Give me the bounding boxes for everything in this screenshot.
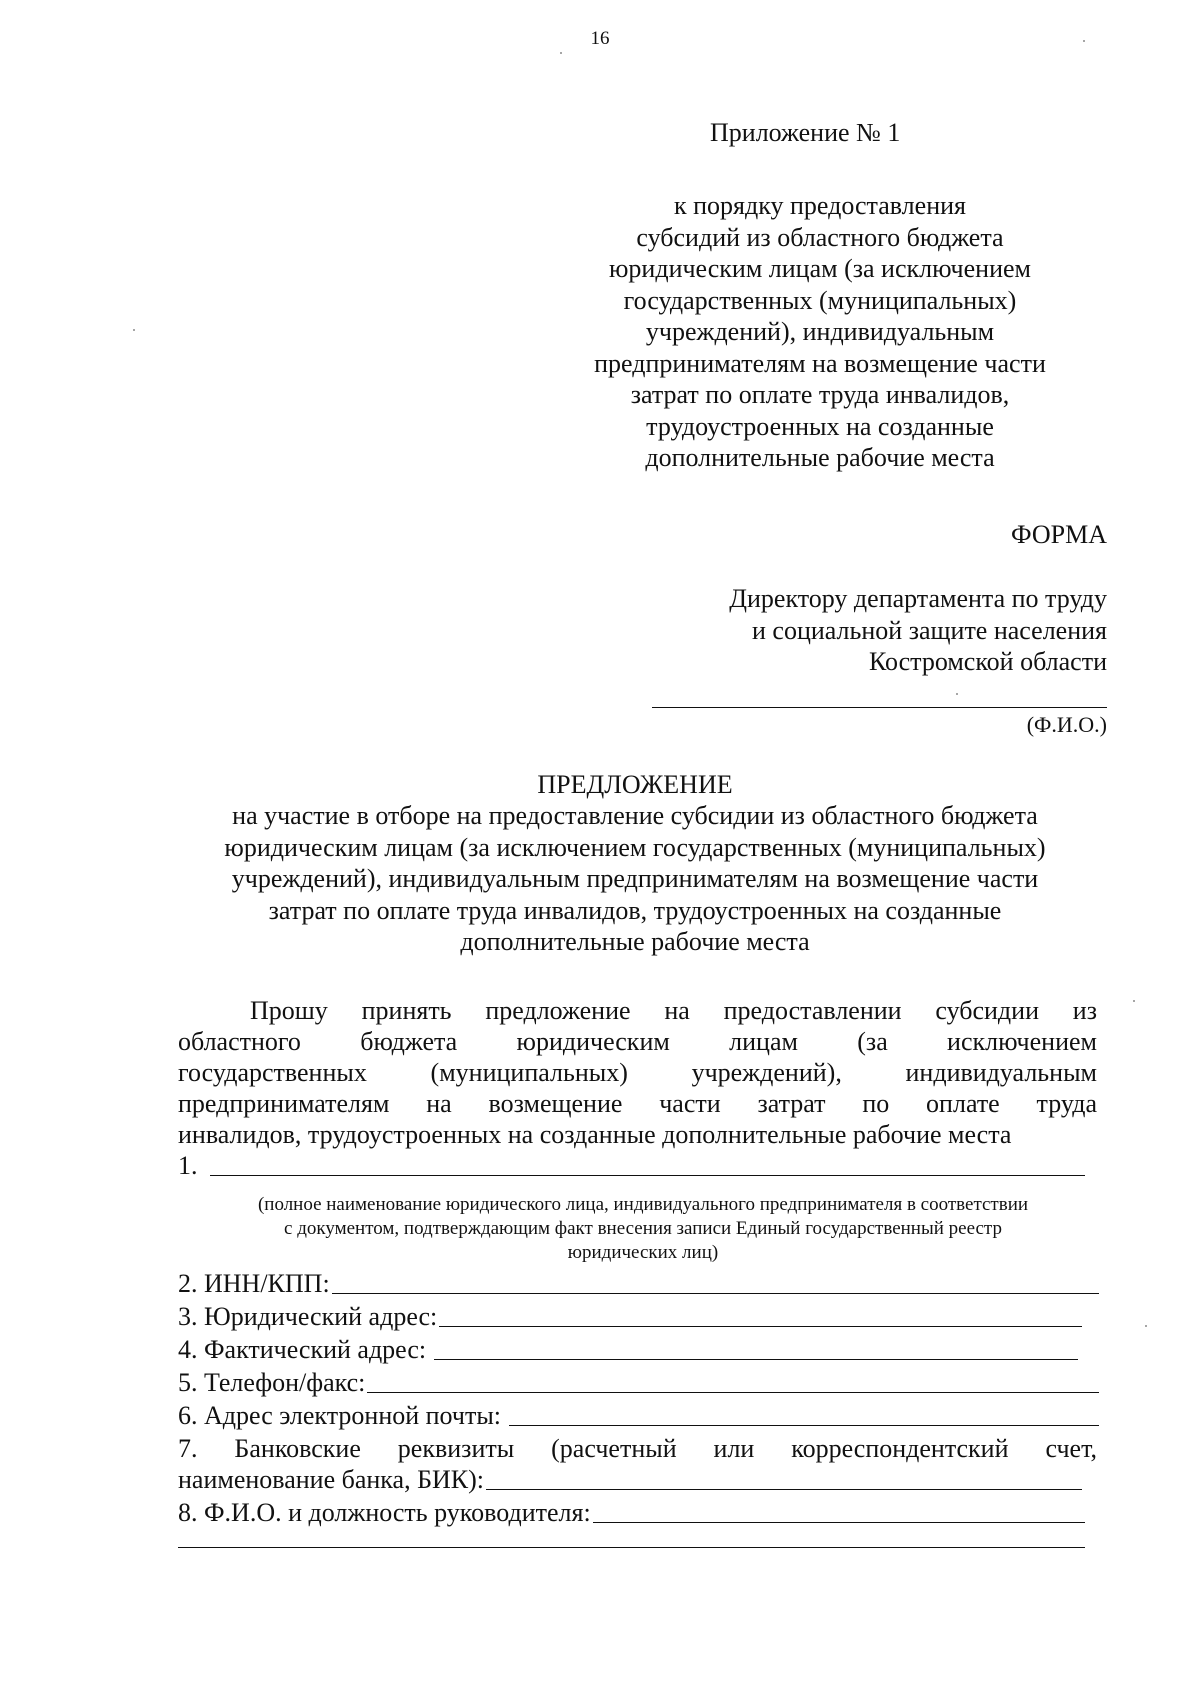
field-label: 4. Фактический адрес: <box>178 1335 427 1364</box>
form-label: ФОРМА <box>1011 520 1107 549</box>
field-3-legal-address <box>178 1301 1082 1332</box>
basis-line: государственных (муниципальных) <box>623 285 1017 315</box>
field-8-head-name-position <box>178 1497 1085 1528</box>
field-label: 2. ИНН/КПП: <box>178 1269 330 1298</box>
basis-line: субсидий из областного бюджета <box>636 222 1004 252</box>
field-label: 3. Юридический адрес: <box>178 1302 438 1331</box>
paragraph-line: предпринимателям на возмещение части затрат по оплате труда <box>178 1089 1097 1118</box>
field-6-email <box>178 1400 1099 1431</box>
scan-speck <box>1083 40 1085 42</box>
field-2-input-line[interactable] <box>332 1293 1099 1294</box>
field-label: наименование банка, БИК): <box>178 1465 485 1494</box>
field-2-inn-kpp <box>178 1268 1099 1299</box>
field-label: 1. <box>178 1151 198 1180</box>
addressee-line: Директору департамента по труду <box>729 584 1107 613</box>
appendix-basis <box>540 190 1100 474</box>
field-3-input-line[interactable] <box>439 1326 1082 1327</box>
basis-line: затрат по оплате труда инвалидов, <box>630 380 1010 409</box>
subtitle-line: учреждений), индивидуальным предпринимателям на возмещение части <box>231 864 1039 893</box>
field-6-input-line[interactable] <box>509 1425 1099 1426</box>
field-8-continuation-line[interactable] <box>178 1547 1085 1548</box>
addressee-line: и социальной защите населения <box>751 615 1107 645</box>
appendix-label: Приложение № 1 <box>710 118 901 147</box>
field-8-input-line[interactable] <box>593 1522 1085 1523</box>
field-1-input-line[interactable] <box>210 1175 1086 1176</box>
paragraph-line: государственных (муниципальных) учреждений), индивидуальным <box>178 1058 1097 1087</box>
hint-line: (полное наименование юридического лица, индивидуального предпринимателя в соответствии <box>257 1194 1029 1215</box>
basis-line: к порядку предоставления <box>674 191 966 220</box>
field-7-bank-details <box>178 1464 1082 1495</box>
field-4-input-line[interactable] <box>434 1359 1078 1360</box>
scan-speck <box>1133 1000 1135 1002</box>
scan-speck <box>956 693 958 695</box>
field-7-line-1: 7. Банковские реквизиты (расчетный или корреспондентский счет, <box>178 1434 1097 1463</box>
document-subtitle <box>160 800 1110 958</box>
field-4-actual-address <box>178 1334 1078 1365</box>
subtitle-line: юридическим лицам (за исключением государственных (муниципальных) <box>224 832 1046 862</box>
hint-line: юридических лиц) <box>567 1242 719 1263</box>
subtitle-line: на участие в отборе на предоставление субсидии из областного бюджета <box>232 801 1038 830</box>
field-5-input-line[interactable] <box>367 1392 1099 1393</box>
subtitle-line: затрат по оплате труда инвалидов, трудоустроенных на созданные <box>268 895 1002 925</box>
basis-line: предпринимателям на возмещение части <box>594 348 1046 378</box>
field-1-organization-name <box>178 1150 1085 1181</box>
request-paragraph <box>178 995 1097 1150</box>
field-7-input-line[interactable] <box>486 1489 1082 1490</box>
field-label: 6. Адрес электронной почты: <box>178 1401 502 1430</box>
subtitle-line: дополнительные рабочие места <box>460 927 810 956</box>
fio-hint: (Ф.И.О.) <box>1026 712 1107 737</box>
basis-line: дополнительные рабочие места <box>645 443 995 472</box>
field-5-phone-fax <box>178 1367 1099 1398</box>
scan-speck <box>1145 1325 1147 1327</box>
field-label: 8. Ф.И.О. и должность руководителя: <box>178 1498 591 1527</box>
paragraph-line: инвалидов, трудоустроенных на созданные дополнительные рабочие места <box>178 1120 1012 1149</box>
scan-speck <box>560 52 562 54</box>
fio-underline <box>652 707 1107 708</box>
scan-speck <box>133 329 135 331</box>
basis-line: трудоустроенных на созданные <box>646 411 994 441</box>
basis-line: юридическим лицам (за исключением <box>609 254 1031 283</box>
paragraph-line: Прошу принять предложение на предоставлении субсидии из <box>250 996 1097 1025</box>
document-title: ПРЕДЛОЖЕНИЕ <box>537 770 733 799</box>
field-1-hint <box>178 1193 1108 1265</box>
hint-line: с документом, подтверждающим факт внесения записи Единый государственный реестр <box>284 1218 1002 1239</box>
basis-line: учреждений), индивидуальным <box>645 317 995 346</box>
addressee-line: Костромской области <box>868 647 1107 676</box>
page-number: 16 <box>590 28 610 49</box>
field-label: 5. Телефон/факс: <box>178 1368 366 1397</box>
paragraph-line: областного бюджета юридическим лицам (за исключением <box>178 1027 1097 1056</box>
addressee-block <box>729 583 1107 678</box>
